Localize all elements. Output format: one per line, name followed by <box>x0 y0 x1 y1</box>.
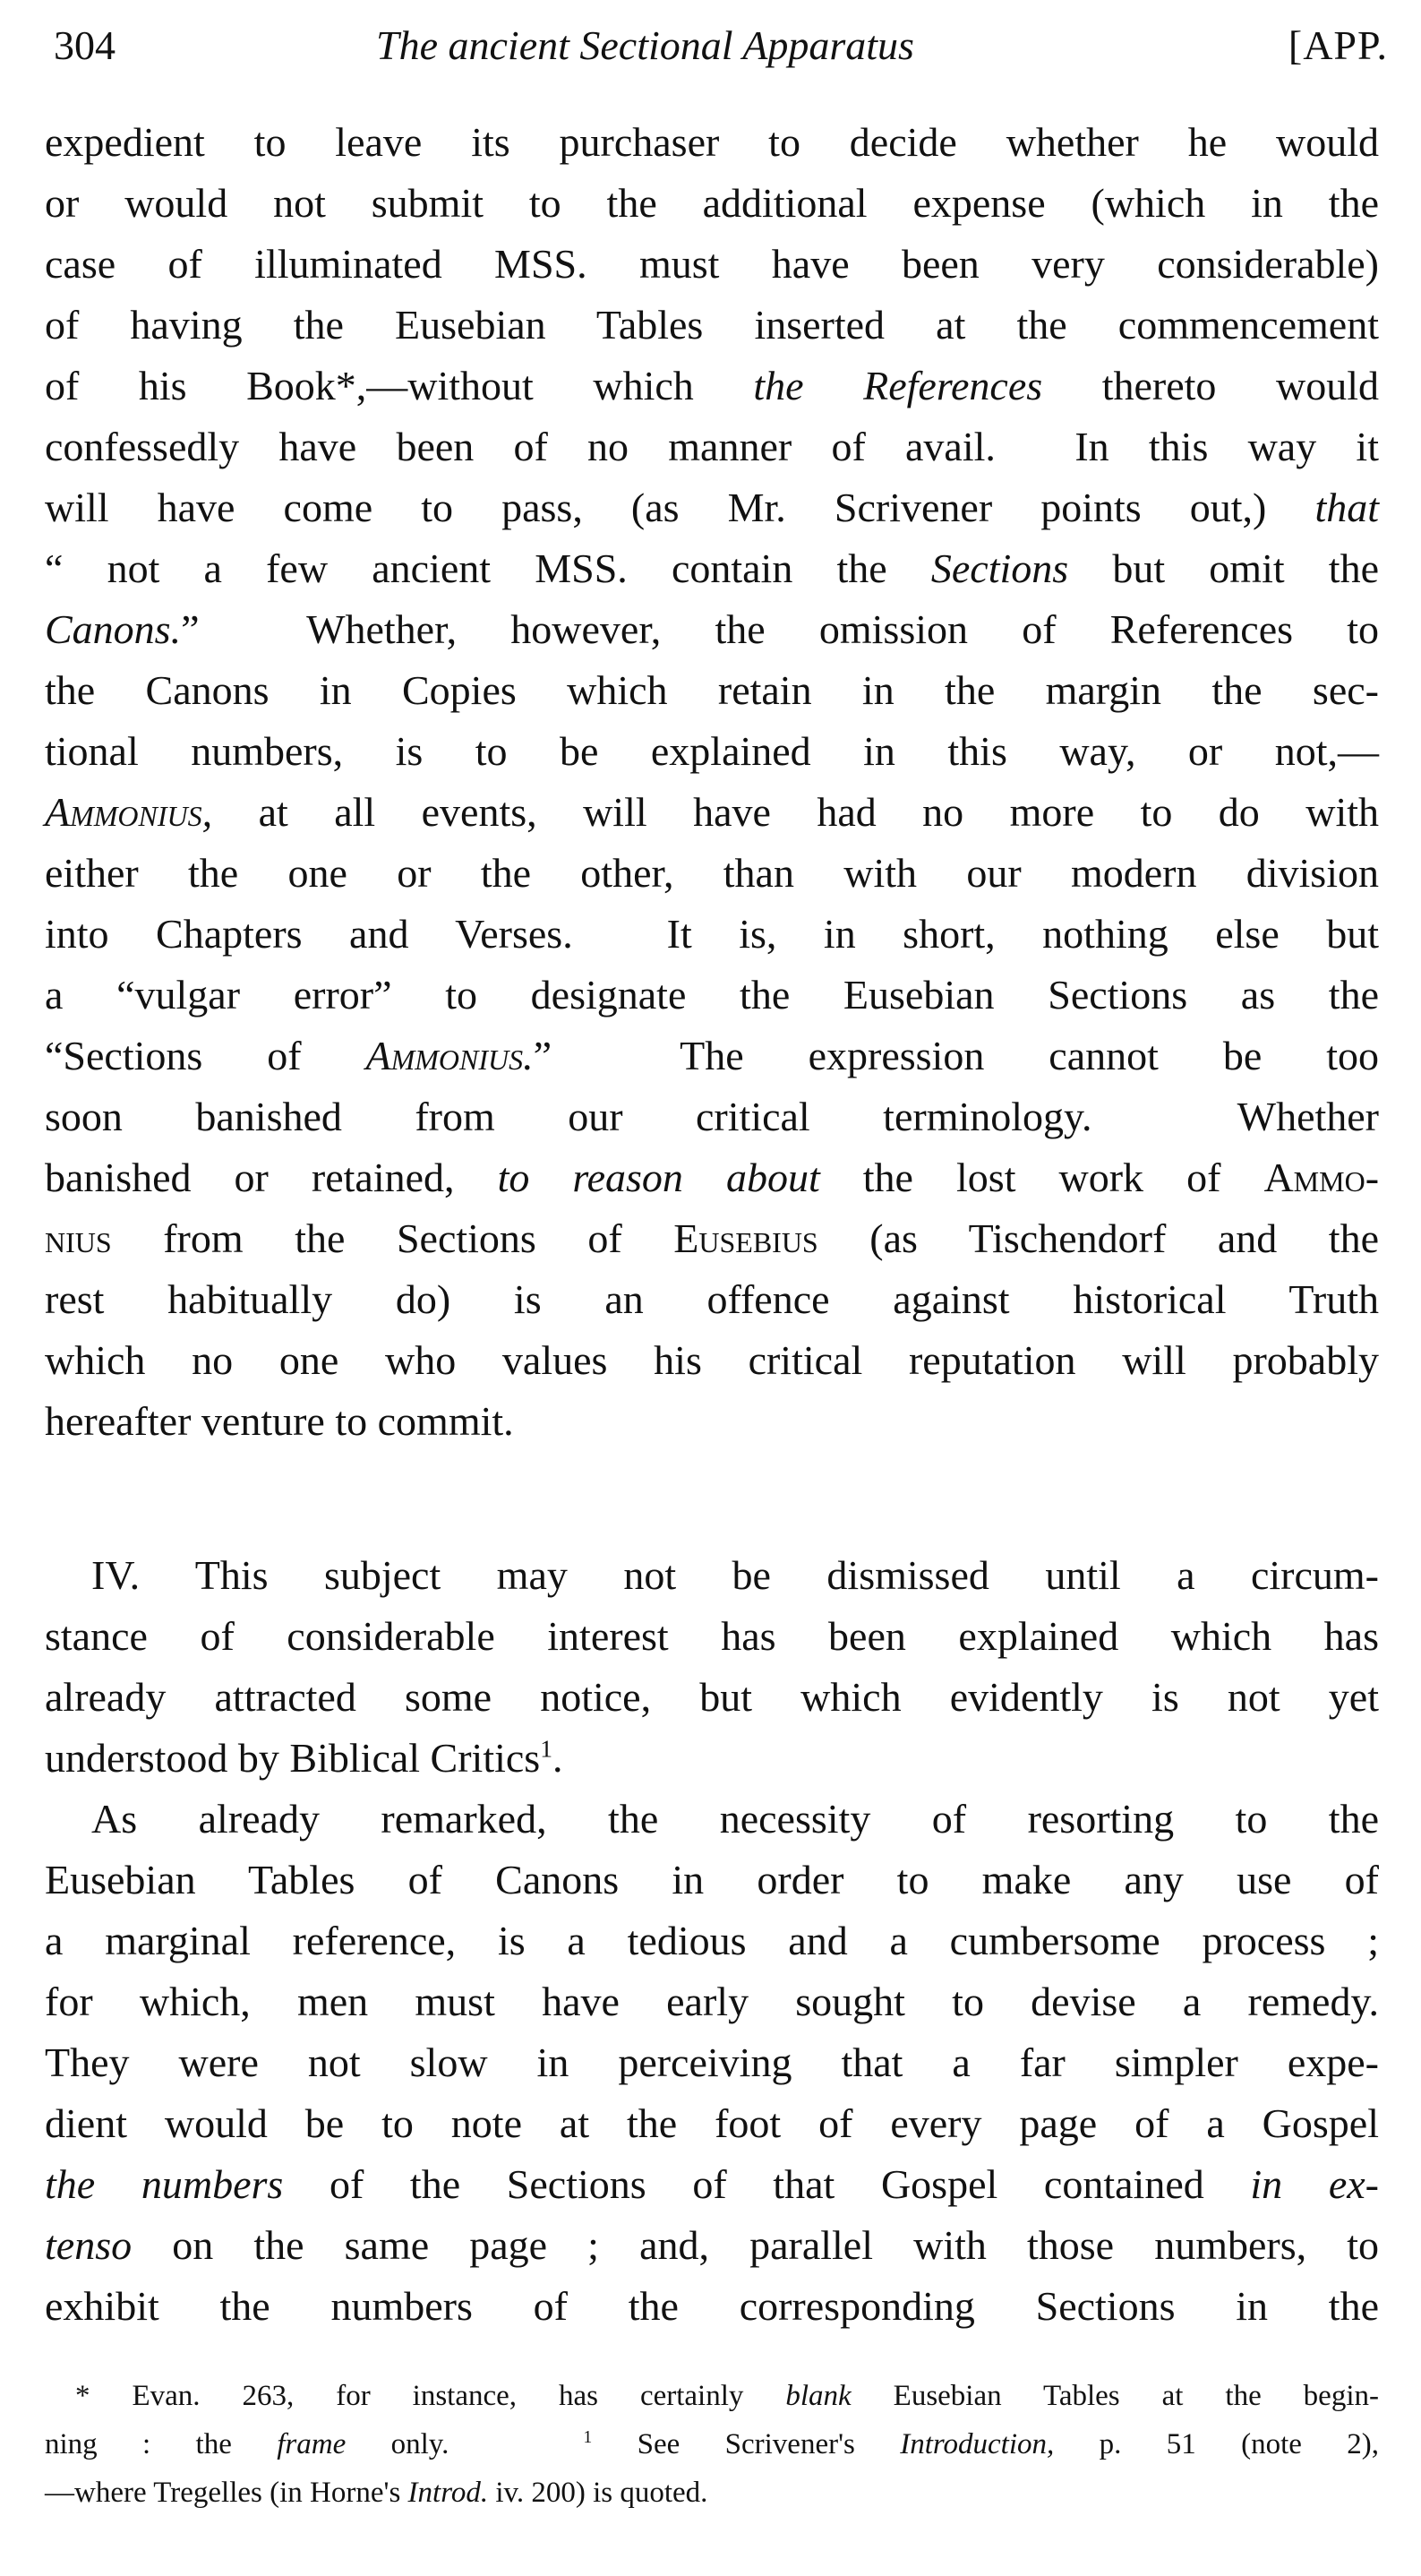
text-span: a marginal reference, is a tedious and a cumbersome process ; <box>45 1918 1379 1963</box>
text-span: IV. This subject may not be dismissed until a circum- <box>91 1552 1379 1598</box>
text-span: ning : the <box>45 2428 278 2460</box>
text-line <box>45 906 1379 962</box>
text-span: banished or retained, <box>45 1155 498 1200</box>
text-span: already attracted some notice, but which evidently is not yet <box>45 1674 1379 1720</box>
footnote-line <box>45 2374 1379 2418</box>
text-span: of having the Eusebian Tables inserted at the commencement <box>45 302 1379 348</box>
text-line <box>45 1272 1379 1327</box>
text-line <box>45 967 1379 1023</box>
text-span: ” Whether, however, the omission of References to <box>181 606 1379 652</box>
text-span: the numbers <box>45 2161 284 2207</box>
text-span: iv. 200) is quoted. <box>488 2477 708 2509</box>
running-header <box>54 13 1388 75</box>
text-line <box>45 785 1379 840</box>
text-span: Sections <box>930 545 1069 591</box>
text-span: Introduction, <box>900 2428 1055 2460</box>
text-span: ” The expression cannot be too <box>533 1033 1379 1078</box>
text-line <box>45 1852 1379 1908</box>
text-line <box>45 1730 1379 1786</box>
text-line <box>45 358 1379 414</box>
text-span: hereafter venture to commit. <box>45 1398 514 1444</box>
text-line <box>45 297 1379 353</box>
text-line <box>45 1609 1379 1664</box>
text-span: *,—without which <box>335 363 754 408</box>
text-span: (as Tischendorf and the <box>818 1215 1380 1261</box>
running-title: The ancient Sectional Apparatus <box>376 22 914 68</box>
text-line <box>45 480 1379 536</box>
text-span: only. <box>346 2428 449 2460</box>
text-span: They were not slow in perceiving that a far simpler expe- <box>45 2039 1379 2085</box>
text-span: frame <box>277 2428 347 2460</box>
text-span: the References <box>753 363 1043 408</box>
text-line <box>45 663 1379 718</box>
text-span: from the Sections of <box>111 1215 674 1261</box>
text-span: confessedly have been of no manner of avail. In this way it <box>45 424 1379 469</box>
text-span: either the one or the other, than with our modern division <box>45 850 1379 896</box>
text-span: exhibit the numbers of the corresponding Sections in the <box>45 2283 1379 2329</box>
text-span: As already remarked, the necessity of resorting to the <box>91 1796 1379 1842</box>
text-span: to reason about <box>497 1155 820 1200</box>
text-span: Ammonius, <box>45 789 213 835</box>
footnote-marker: 1 <box>583 2427 593 2447</box>
text-span: in ex- <box>1250 2161 1379 2207</box>
text-line <box>45 602 1379 657</box>
text-span: p. 51 (note 2), <box>1054 2428 1380 2460</box>
text-span: Introd. <box>407 2477 489 2509</box>
text-span: Ammo- <box>1263 1155 1380 1200</box>
text-span: Eusebian Tables at the begin- <box>851 2380 1379 2412</box>
text-line <box>45 115 1379 170</box>
text-span: that <box>1314 485 1379 530</box>
text-line <box>45 1670 1379 1725</box>
text-span: a “vulgar error” to designate the Eusebian Sections as the <box>45 972 1379 1018</box>
text-line <box>45 2096 1379 2151</box>
text-line <box>45 1089 1379 1145</box>
text-line <box>45 2157 1379 2212</box>
text-span: Ammonius. <box>365 1033 534 1078</box>
text-line <box>45 1791 1379 1847</box>
page-number: 304 <box>54 22 116 68</box>
text-span: * Evan. 263, for instance, has certainly <box>75 2380 786 2412</box>
text-span: See Scrivener's <box>592 2428 901 2460</box>
text-span: into Chapters and Verses. It is, in short, nothing else but <box>45 911 1379 957</box>
text-span: . <box>552 1735 563 1781</box>
text-span: rest habitually do) is an offence against historical Truth <box>45 1276 1379 1322</box>
text-span: “ not a few ancient MSS. contain the <box>45 545 931 591</box>
text-line <box>45 2035 1379 2091</box>
text-span: or would not submit to the additional expense (which in the <box>45 180 1379 226</box>
text-span: blank <box>785 2380 852 2412</box>
text-line <box>45 1548 1379 1603</box>
text-span: of the Sections of that Gospel contained <box>283 2161 1251 2207</box>
text-span: Eusebian Tables of Canons in order to make any use of <box>45 1857 1379 1902</box>
text-span: for which, men must have early sought to devise a remedy. <box>45 1979 1379 2024</box>
text-line <box>45 1394 1379 1449</box>
text-line <box>45 419 1379 475</box>
text-span: but omit the <box>1068 545 1379 591</box>
text-span: “Sections of <box>45 1033 366 1078</box>
text-span: will have come to pass, (as Mr. Scrivener points out,) <box>45 485 1315 530</box>
text-span: which no one who values his critical reputation will probably <box>45 1337 1379 1383</box>
text-line <box>45 236 1379 292</box>
text-span: thereto would <box>1042 363 1379 408</box>
text-span: of his Book <box>45 363 336 408</box>
text-span: expedient to leave its purchaser to decide whether he would <box>45 119 1379 165</box>
text-span: case of illuminated MSS. must have been very considerable) <box>45 241 1379 287</box>
text-span: on the same page ; and, parallel with those numbers, to <box>132 2222 1379 2268</box>
text-span: the lost work of <box>819 1155 1264 1200</box>
text-span: nius <box>45 1215 112 1261</box>
text-span: understood by Biblical Critics <box>45 1735 541 1781</box>
text-line <box>45 1211 1379 1267</box>
text-span: Eusebius <box>673 1215 818 1261</box>
text-span: tenso <box>45 2222 133 2268</box>
text-line <box>45 846 1379 901</box>
footnote-ref: 1 <box>540 1734 553 1763</box>
footnote-line <box>45 2422 1379 2467</box>
text-line <box>45 1028 1379 1084</box>
text-span: at all events, will have had no more to do with <box>212 789 1379 835</box>
text-line <box>45 2279 1379 2334</box>
text-line <box>45 1333 1379 1388</box>
text-line <box>45 541 1379 597</box>
text-span: Canons. <box>45 606 182 652</box>
text-span: the Canons in Copies which retain in the margin the sec- <box>45 667 1379 713</box>
text-line <box>45 724 1379 779</box>
text-span: soon banished from our critical terminology. Whether <box>45 1094 1379 1139</box>
text-line <box>45 176 1379 231</box>
section-marker: [APP. <box>1288 22 1388 68</box>
text-span: —where Tregelles (in Horne's <box>45 2477 408 2509</box>
text-line <box>45 1913 1379 1969</box>
text-span: dient would be to note at the foot of every page of a Gospel <box>45 2100 1379 2146</box>
text-span: stance of considerable interest has been explained which has <box>45 1613 1379 1659</box>
text-line <box>45 1974 1379 2030</box>
text-line <box>45 2218 1379 2273</box>
text-line <box>45 1150 1379 1206</box>
text-span: tional numbers, is to be explained in this way, or not,— <box>45 728 1379 774</box>
footnote-line <box>45 2470 1379 2515</box>
